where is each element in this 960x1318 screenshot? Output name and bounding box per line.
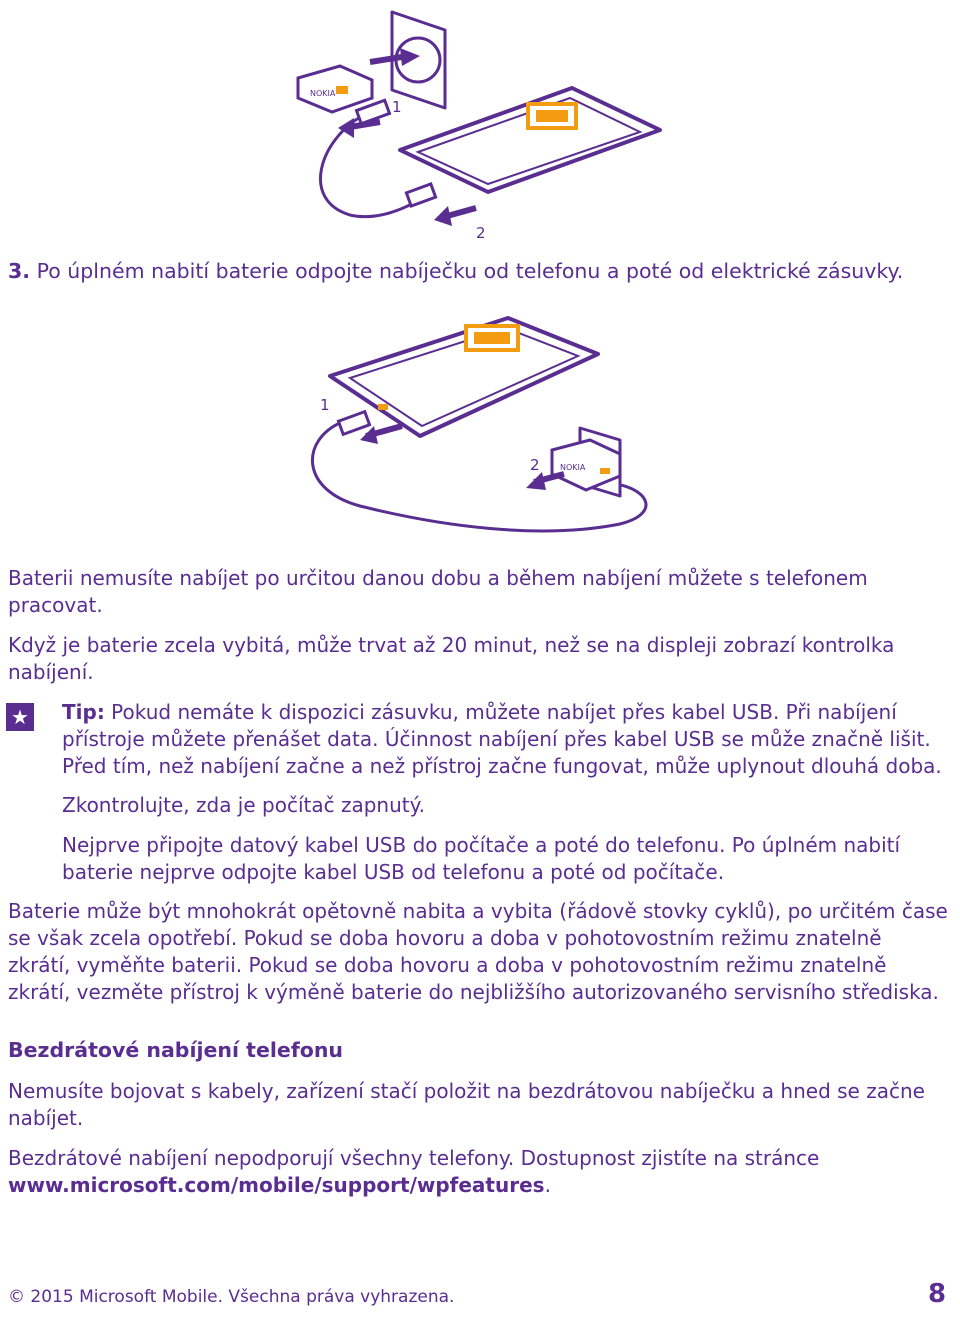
tip-usb-order: Nejprve připojte datový kabel USB do počítače a poté do telefonu. Po úplném nabití baterie nejprve odpojte kabel USB od telefonu a poté od počítače. [62, 833, 901, 884]
nokia-brand: NOKIA [310, 89, 336, 98]
wireless-support-end: . [544, 1173, 551, 1197]
tip-label: Tip: [62, 700, 105, 724]
label-2: 2 [530, 456, 540, 474]
tip-body: Pokud nemáte k dispozici zásuvku, můžete nabíjet přes kabel USB. Při nabíjení přístroje můžete přenášet data. Účinnost nabíjení přes kabel USB se může značně lišit. Před tím, než nabíjení začne a než přístroj začne fungovat, může uplynout dlouhá doba. [62, 700, 942, 778]
step-text: Po úplném nabití baterie odpojte nabíječku od telefonu a poté od elektrické zásuvky. [36, 259, 904, 283]
page-number: 8 [928, 1279, 947, 1309]
paragraph-usage: Baterii nemusíte nabíjet po určitou danou dobu a během nabíjení můžete s telefonem pracovat. [8, 566, 868, 617]
nokia-brand: NOKIA [560, 463, 586, 472]
step-number: 3. [8, 259, 31, 283]
section-heading-wireless: Bezdrátové nabíjení telefonu [8, 1038, 344, 1062]
paragraph-empty-battery: Když je baterie zcela vybitá, může trvat až 20 minut, než se na displeji zobrazí kontrolka nabíjení. [8, 633, 895, 684]
tip-text [62, 699, 952, 780]
label-1: 1 [320, 396, 330, 414]
label-2: 2 [476, 224, 486, 242]
charging-illustration-connect [280, 0, 680, 245]
star-icon: ★ [6, 703, 34, 731]
wpfeatures-link[interactable]: www.microsoft.com/mobile/support/wpfeatures [8, 1173, 545, 1197]
charging-illustration-disconnect [290, 300, 670, 545]
phone-icon [330, 318, 598, 436]
tip-check-computer: Zkontrolujte, zda je počítač zapnutý. [62, 793, 425, 817]
footer-copyright: © 2015 Microsoft Mobile. Všechna práva vyhrazena. [8, 1287, 455, 1307]
step-3 [8, 258, 948, 285]
paragraph-wireless-support [8, 1145, 948, 1199]
paragraph-battery-wear: Baterie může být mnohokrát opětovně nabita a vybita (řádově stovky cyklů), po určitém čase se však zcela opotřebí. Pokud se doba hovoru a doba v pohotovostním režimu znatelně zkrátí, vyměňte baterii. Pokud se doba hovoru a doba v pohotovostním režimu znatelně zkrátí, vezměte přístroj k výměně baterie do nejbližšího autorizovaného servisního střediska. [8, 899, 948, 1004]
paragraph-wireless: Nemusíte bojovat s kabely, zařízení stačí položit na bezdrátovou nabíječku a hned se začne nabíjet. [8, 1079, 925, 1130]
label-1: 1 [392, 98, 402, 116]
wireless-support-text: Bezdrátové nabíjení nepodporují všechny telefony. Dostupnost zjistíte na stránce [8, 1146, 820, 1170]
